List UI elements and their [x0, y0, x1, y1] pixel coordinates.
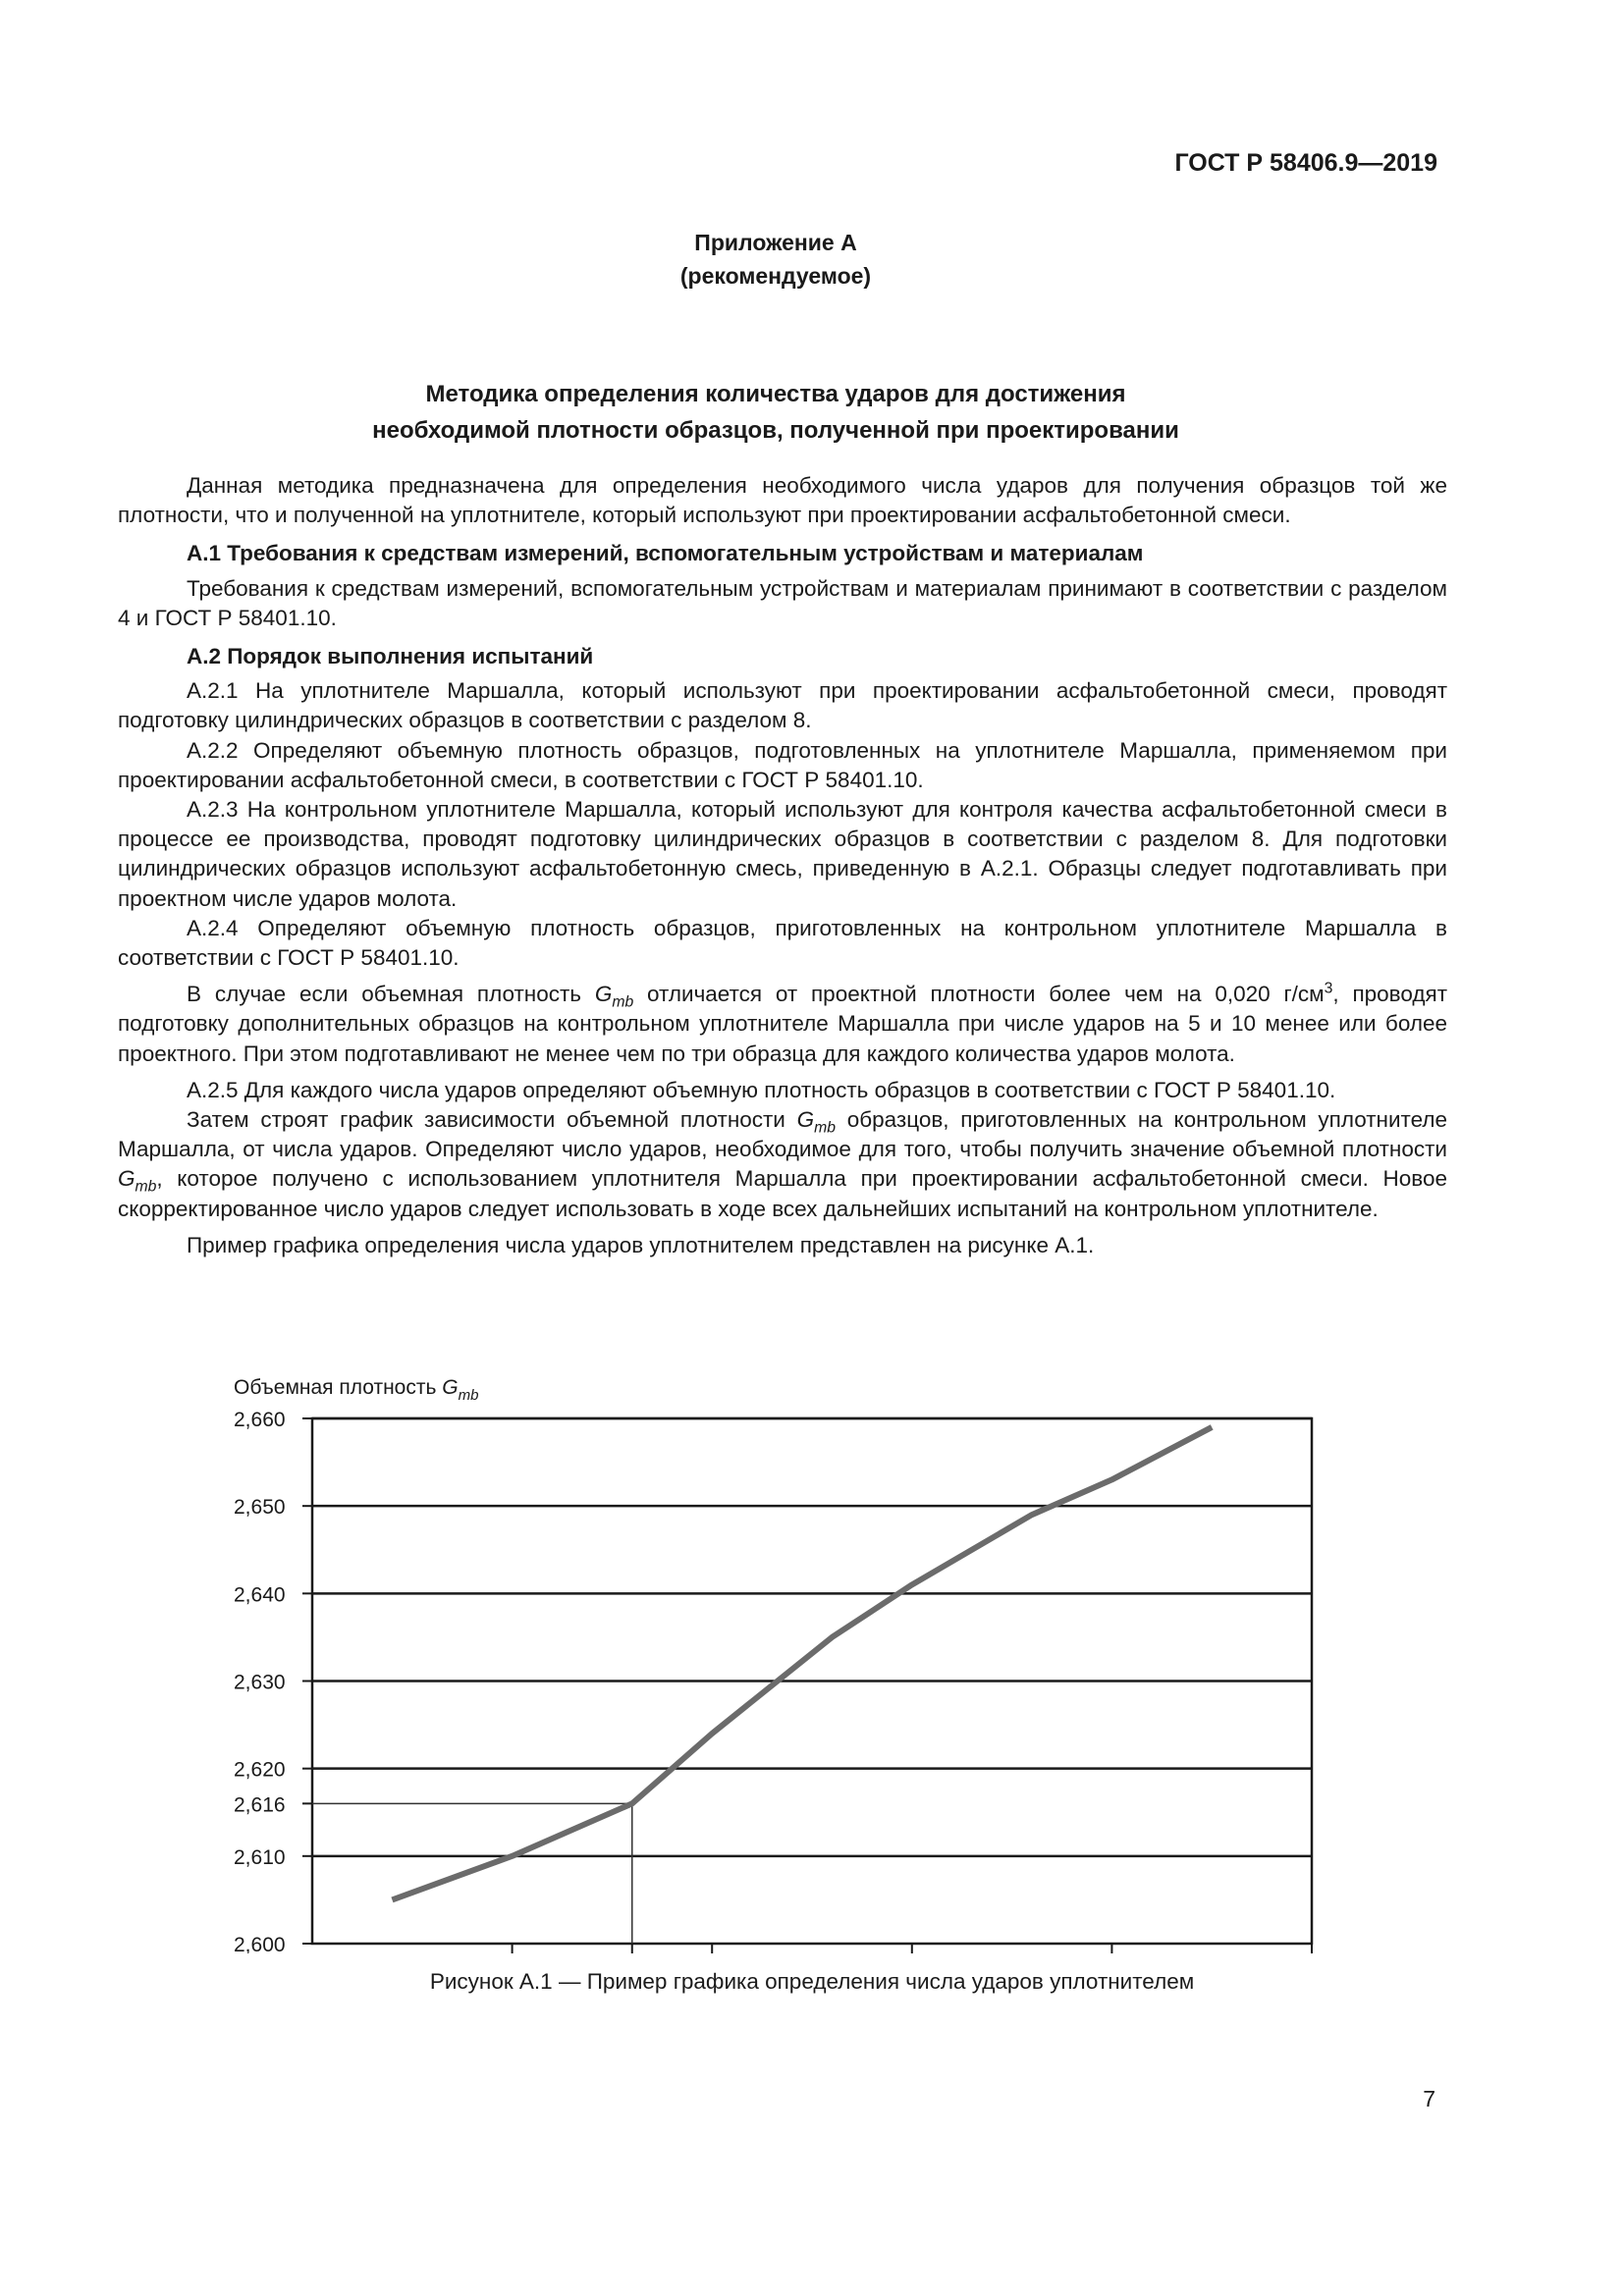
intro-paragraph: Данная методика предназначена для определения необходимого числа ударов для получения образцов той же плотности, что и полученной на уплотнителе, который используют при проектировании асфальтобетонной смеси.: [118, 473, 1447, 528]
clause-a25: А.2.5 Для каждого числа ударов определяют объемную плотность образцов в соответствии с ГОСТ Р 58401.10.: [187, 1077, 1336, 1102]
example-paragraph: Пример графика определения числа ударов уплотнителем представлен на рисунке А.1.: [187, 1232, 1095, 1257]
section-a2-heading: А.2 Порядок выполнения испытаний: [187, 644, 594, 669]
page-number: 7: [1423, 2086, 1435, 2111]
y-tick-label-2: 2,640: [234, 1583, 286, 1607]
y-tick-label-7: 2,600: [234, 1934, 286, 1953]
title-line-1: Методика определения количества ударов для достижения: [425, 381, 1126, 407]
density-deviation-paragraph: В случае если объемная плотность $G_{mb}$ отличается от проектной плотности более чем на 0,020 $г/см^3$, проводят подготовку дополнительных образцов на контрольном уплотнителе Маршалла при числе ударов на 5 и 10 менее или более проектного. При этом подготавливают не менее чем по три образца для каждого количества ударов молота.: [118, 980, 1447, 1066]
section-a1-heading: А.1 Требования к средствам измерений, вспомогательным устройствам и материалам: [187, 541, 1144, 566]
figure-caption: Рисунок А.1 — Пример графика определения числа ударов уплотнителем: [429, 1969, 1195, 1994]
y-tick-label-3: 2,630: [234, 1671, 286, 1694]
y-tick-label-4: 2,620: [234, 1758, 286, 1782]
standard-number: ГОСТ Р 58406.9—2019: [1174, 149, 1437, 177]
graph-paragraph: Затем строят график зависимости объемной плотности $G_{mb}$ образцов, приготовленных на контрольном уплотнителе Маршалла, от числа ударов. Определяют число ударов, необходимое для того, чтобы получить значение объемной плотности $G_{mb}$, которое получено с использованием уплотнителя Маршалла при проектировании асфальтобетонной смеси. Новое скорректированное число ударов следует использовать в ходе всех дальнейших испытаний на контрольном уплотнителе.: [118, 1107, 1447, 1221]
y-tick-label-1: 2,650: [234, 1496, 286, 1520]
clause-a22: А.2.2 Определяют объемную плотность образцов, подготовленных на уплотнителе Маршалла, применяемом при проектировании асфальтобетонной смеси, в соответствии с ГОСТ Р 58401.10.: [118, 737, 1447, 792]
y-tick-label-5: 2,616: [234, 1793, 286, 1817]
clause-a23: А.2.3 На контрольном уплотнителе Маршалла, который используют для контроля качества асфальтобетонной смеси в процессе ее производства, проводят подготовку цилиндрических образцов в соответствии с разделом 8. Для подготовки цилиндрических образцов используют асфальтобетонную смесь, приведенную в А.2.1. Образцы следует подготавливать при проектном числе ударов молота.: [118, 797, 1447, 911]
series-line: [392, 1427, 1212, 1900]
figure-a1: [0, 1364, 1624, 1953]
body-text: [118, 471, 1447, 1260]
section-a1-paragraph: Требования к средствам измерений, вспомогательным устройствам и материалам принимают в соответствии с разделом 4 и ГОСТ Р 58401.10.: [118, 575, 1447, 630]
y-tick-label-0: 2,660: [234, 1409, 286, 1431]
clause-a24: А.2.4 Определяют объемную плотность образцов, приготовленных на контрольном уплотнителе Маршалла в соответствии с ГОСТ Р 58401.10.: [118, 915, 1447, 971]
annex-status: (рекомендуемое): [679, 263, 872, 289]
title-line-2: необходимой плотности образцов, полученной при проектировании: [372, 417, 1179, 444]
y-axis-label: Объемная плотность $G_{mb}$: [234, 1376, 479, 1404]
density-chart: [0, 1364, 1624, 1953]
clause-a21: А.2.1 На уплотнителе Маршалла, который используют при проектировании асфальтобетонной смеси, проводят подготовку цилиндрических образцов в соответствии с разделом 8.: [118, 678, 1447, 733]
y-tick-label-6: 2,610: [234, 1845, 286, 1869]
annex-label: Приложение А: [694, 230, 857, 255]
